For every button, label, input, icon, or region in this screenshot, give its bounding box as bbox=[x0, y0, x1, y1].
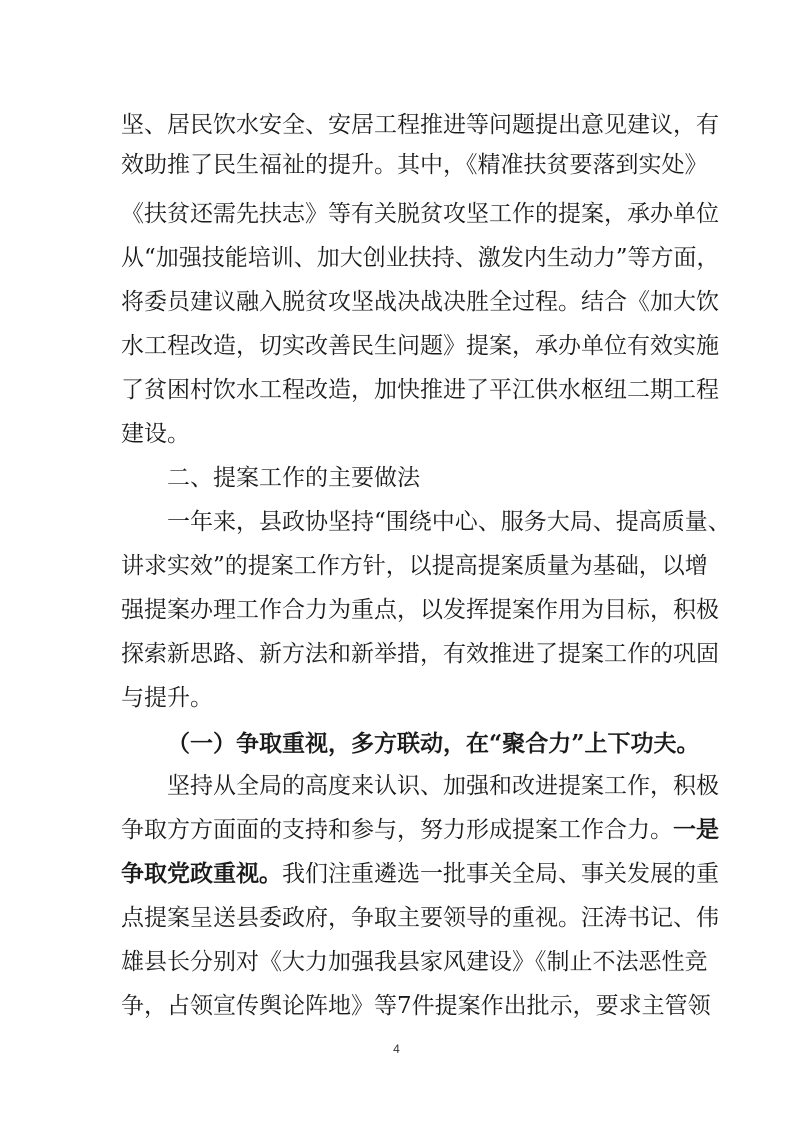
body-text-line: 水工程改造，切实改善民生问题》提案，承办单位有效实施 bbox=[121, 333, 719, 359]
body-text-line: 了贫困村饮水工程改造，加快推进了平江供水枢纽二期工程 bbox=[121, 377, 719, 403]
emphasis-text: 争取党政重视。 bbox=[121, 860, 282, 887]
section-heading: 二、提案工作的主要做法 bbox=[167, 465, 420, 491]
body-text-line: 点提案呈送县委政府，争取主要领导的重视。汪涛书记、伟 bbox=[121, 905, 719, 931]
emphasis-label: 一是 bbox=[673, 816, 719, 843]
body-text-line: 讲求实效”的提案工作方针，以提高提案质量为基础，以增 bbox=[121, 553, 708, 579]
body-text-line: 雄县长分别对《大力加强我县家风建设》《制止不法恶性竞 bbox=[121, 949, 708, 975]
body-text-line bbox=[121, 859, 719, 889]
body-text-segment: 我们注重遴选一批事关全局、事关发展的重 bbox=[282, 861, 719, 887]
body-text-line: 强提案办理工作合力为重点，以发挥提案作用为目标，积极 bbox=[121, 597, 719, 623]
body-text-line: 与提升。 bbox=[121, 685, 213, 711]
body-text-line: 从“加强技能培训、加大创业扶持、激发内生动力”等方面， bbox=[121, 245, 720, 271]
body-text-line bbox=[121, 815, 719, 845]
body-text-line: 一年来，县政协坚持“围绕中心、服务大局、提高质量、 bbox=[167, 509, 731, 535]
page-number: 4 bbox=[393, 1042, 400, 1056]
body-text-line: 效助推了民生福祉的提升。其中，《精准扶贫要落到实处》 bbox=[121, 152, 708, 178]
body-text-line: 探索新思路、新方法和新举措，有效推进了提案工作的巩固 bbox=[121, 641, 719, 667]
body-text-segment: 争取方方面面的支持和参与，努力形成提案工作合力。 bbox=[121, 817, 673, 843]
body-text-line: 《扶贫还需先扶志》等有关脱贫攻坚工作的提案，承办单位 bbox=[121, 201, 719, 227]
body-text-line: 坚持从全局的高度来认识、加强和改进提案工作，积极 bbox=[167, 773, 719, 799]
body-text-line: 争，占领宣传舆论阵地》等7件提案作出批示，要求主管领 bbox=[121, 993, 711, 1019]
body-text-line: 将委员建议融入脱贫攻坚战决战决胜全过程。结合《加大饮 bbox=[121, 289, 719, 315]
body-text-line: 坚、居民饮水安全、安居工程推进等问题提出意见建议，有 bbox=[121, 112, 719, 138]
body-text-line: 建设。 bbox=[121, 421, 190, 447]
subsection-heading: （一）争取重视，多方联动，在“聚合力”上下功夫。 bbox=[167, 730, 700, 757]
